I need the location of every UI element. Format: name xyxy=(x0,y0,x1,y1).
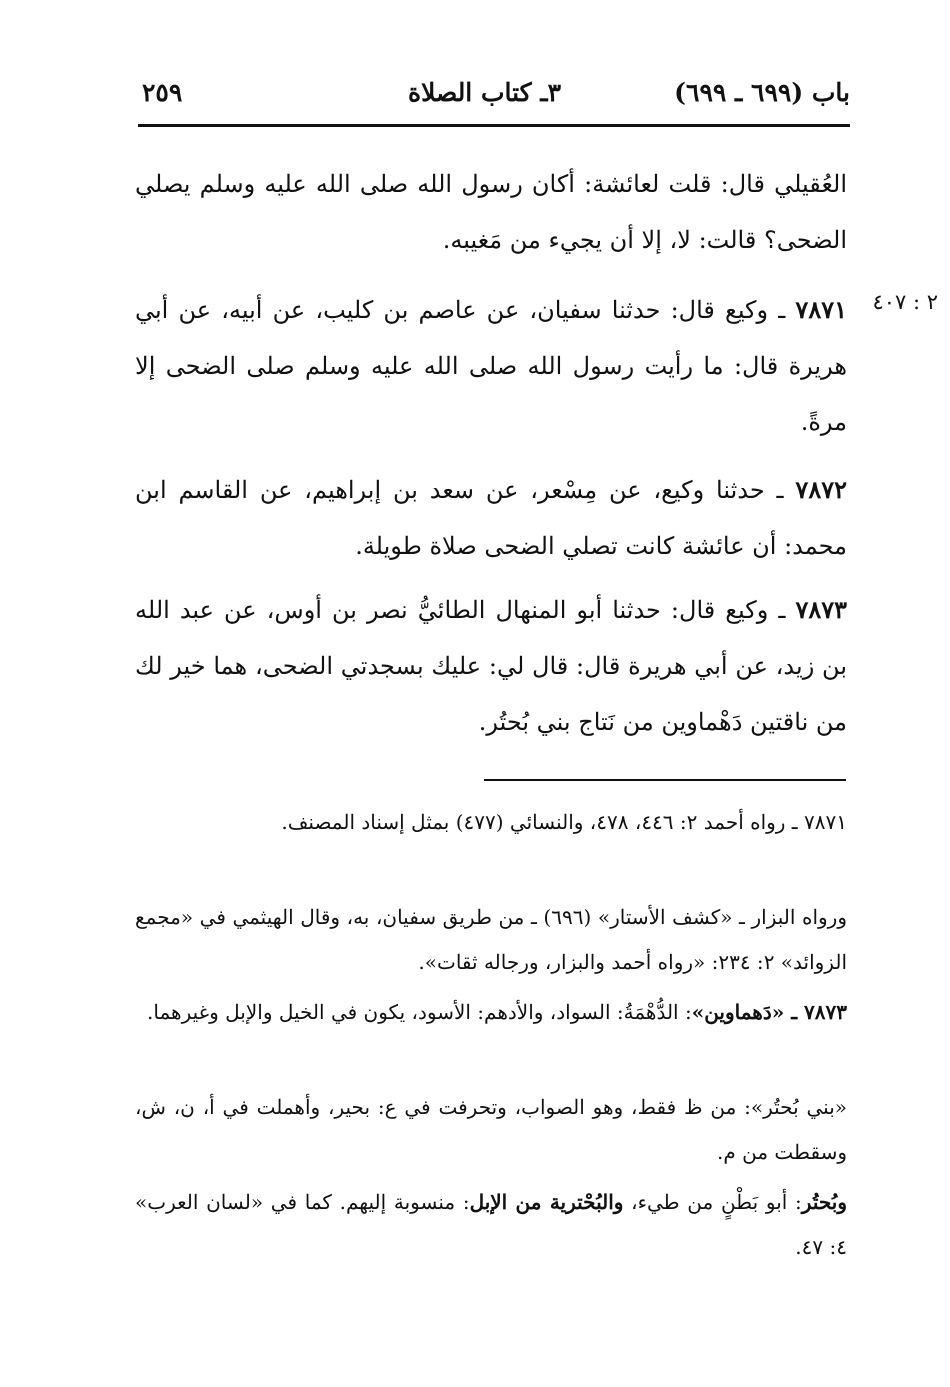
hadith-number: ٧٨٧٣ xyxy=(795,595,847,624)
footnote-text: : منسوبة إليهم. كما في «لسان العرب» ٤: ٤٧. xyxy=(135,1190,847,1259)
header-divider xyxy=(138,124,850,127)
hadith-number: ٧٨٧٢ xyxy=(795,475,847,504)
footnote-7871 xyxy=(135,800,847,845)
chapter-heading: باب (٦٩٩ ـ ٦٩٩) xyxy=(674,78,850,107)
footnote-text: : أبو بَطْنٍ من طيء، xyxy=(623,1190,802,1214)
footnote-text: ورواه البزار ـ «كشف الأستار» (٦٩٦) ـ من طريق سفيان، به، وقال الهيثمي في «مجمع الزوائد» ٢: ٢٣٤: «رواه أحمد والبزار، ورجاله ثقات». xyxy=(135,905,847,974)
hadith-7872 xyxy=(135,462,847,574)
footnote-text: ٧٨٧١ ـ رواه أحمد ٢: ٤٤٦، ٤٧٨، والنسائي (٤٧٧) بمثل إسناد المصنف. xyxy=(281,810,847,834)
footnote-term: ٧٨٧٣ ـ «دَهماوين» xyxy=(691,1000,847,1024)
hadith-number: ٧٨٧١ xyxy=(795,295,847,324)
hadith-text: ـ وكيع قال: حدثنا أبو المنهال الطائيُّ نصر بن أوس، عن عبد الله بن زيد، عن أبي هريرة قال: قال لي: عليك بسجدتي الضحى، هما خير لك من ناقتين دَهْماوين من نَتاج بني بُحتُر. xyxy=(135,596,847,736)
footnote-text: «بني بُحتُر»: من ظ فقط، وهو الصواب، وتحرفت في ع: بحير، وأهملت في أ، ن، ش، وسقطت من م. xyxy=(135,1095,847,1164)
hadith-7873 xyxy=(135,582,847,750)
footnote-7873 xyxy=(135,990,847,1035)
book-heading: ٣ـ كتاب الصلاة xyxy=(408,78,562,107)
footnote-term: والبُحْترية من الإبل xyxy=(469,1190,624,1214)
footnote-buhtur xyxy=(135,1180,847,1270)
paragraph-text: العُقيلي قال: قلت لعائشة: أكان رسول الله صلى الله عليه وسلم يصلي الضحى؟ قالت: لا، إلا أن يجيء من مَغيبه. xyxy=(135,170,847,254)
hadith-text: ـ وكيع قال: حدثنا سفيان، عن عاصم بن كليب، عن أبيه، عن أبي هريرة قال: ما رأيت رسول الله صلى الله عليه وسلم صلى الضحى إلا مرةً. xyxy=(135,296,847,436)
footnote-bazzar xyxy=(135,895,847,985)
page-number: ٢٥٩ xyxy=(142,78,183,107)
hadith-7871 xyxy=(135,282,847,450)
footnote-bani-buhtur xyxy=(135,1085,847,1175)
margin-reference: ٢ : ٤٠٧ xyxy=(872,290,938,314)
footnote-divider xyxy=(484,779,846,781)
paragraph-continuation xyxy=(135,156,847,268)
footnote-text: : الدُّهْمَةُ: السواد، والأدهم: الأسود، يكون في الخيل والإبل وغيرهما. xyxy=(147,1000,692,1024)
hadith-text: ـ حدثنا وكيع، عن مِسْعر، عن سعد بن إبراهيم، عن القاسم ابن محمد: أن عائشة كانت تصلي الضحى صلاة طويلة. xyxy=(135,476,847,560)
footnote-term: وبُحتُر xyxy=(801,1190,847,1214)
page-header xyxy=(138,78,850,122)
